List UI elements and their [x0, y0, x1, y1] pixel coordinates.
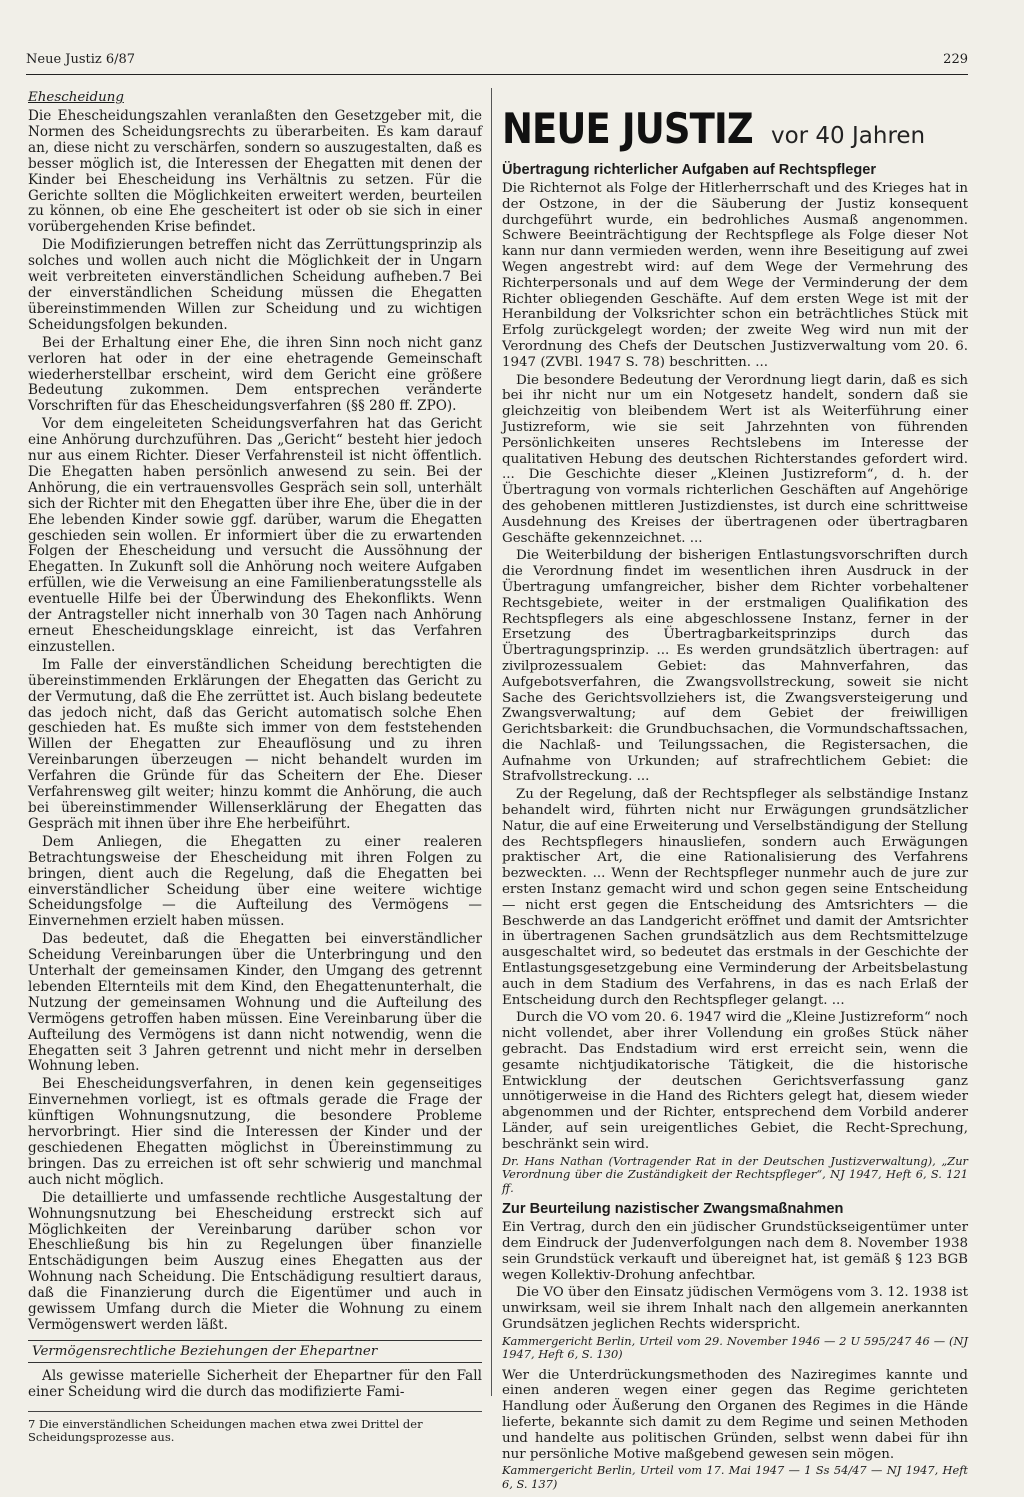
masthead-logo: NEUE JUSTIZ	[502, 104, 753, 153]
journal-issue: Neue Justiz 6/87	[26, 52, 136, 67]
paragraph: Die Ehescheidungszahlen veranlaßten den Gesetzgeber mit, die Normen des Scheidungsrechts zu überarbeiten. Es kam darauf an, diese nicht zu verschärfen, sondern so auszugestalten, daß es besser möglich ist, die Interessen der Ehegatten mit denen der Kinder bei Ehescheidung ins Verhältnis zu setzen. Für die Gerichte sollten die Möglichkeiten erweitert werden, beurteilen zu können, ob eine Ehe gescheitert ist oder ob sie sich in einer vorübergehenden Krise befindet.	[28, 108, 482, 236]
paragraph: Im Falle der einverständlichen Scheidung berechtigten die übereinstimmenden Erklärungen der Ehegatten das Gericht zu der Vermutung, daß die Ehe zerrüttet ist. Auch bislang bedeutete das jedoch nicht, daß das Gericht automatisch solche Ehen geschieden hat. Es mußte sich immer von dem feststehenden Willen der Ehegatten zur Eheauflösung und zu ihren Vereinbarungen überzeugen — nicht behandelt wurden im Verfahren die Gründe für das Scheitern der Ehe. Dieser Verfahrensweg gilt weiter; hinzu kommt die Anhörung, die auch bei übereinstimmender Willenserklärung der Ehegatten das Gespräch mit ihnen über ihre Ehe herbeiführt.	[28, 656, 482, 832]
paragraph: Die besondere Bedeutung der Verordnung liegt darin, daß es sich bei ihr nicht nur um ein Notgesetz handelt, sondern daß sie gleichzeitig von bleibendem Wert ist als Weiterführung einer Justizreform, wie sie seit Jahrzehnten von führenden Persönlichkeiten unseres Rechtslebens im Interesse der qualitativen Hebung des deutschen Richterstandes gefordert wird. ... Die Geschichte dieser „Kleinen Justizreform“, d. h. der Übertragung von vormals richterlichen Geschäften auf Angehörige des gehobenen mittleren Justizdienstes, ist durch eine schrittweise Ausdehnung des Kreises der übertragenen oder übertragbaren Geschäfte gekennzeichnet. ...	[502, 372, 968, 546]
paragraph: Die VO über den Einsatz jüdischen Vermögens vom 3. 12. 1938 ist unwirksam, weil sie ihrem Inhalt nach den allgemein anerkannten Grundsätzen jeglichen Rechts widerspricht.	[502, 1285, 968, 1332]
paragraph: Das bedeutet, daß die Ehegatten bei einverständlicher Scheidung Vereinbarungen über die Unterbringung und den Unterhalt der gemeinsamen Kinder, den Umgang des getrennt lebenden Elternteils mit dem Kind, den Ehegattenunterhalt, die Nutzung der gemeinsamen Wohnung und die Aufteilung des Vermögens getroffen haben müssen. Eine Vereinbarung über die Aufteilung des Vermögens ist dann nicht notwendig, wenn die Ehegatten seit 3 Jahren getrennt und nicht mehr in derselben Wohnung leben.	[28, 931, 482, 1075]
paragraph: Die Richternot als Folge der Hitlerherrschaft und des Krieges hat in der Ostzone, in der die Säuberung der Justiz konsequent durchgeführt wurde, ein bedrohliches Ausmaß angenommen. Schwere Beeinträchtigung der Rechtspflege als Folge dieser Not kann nur dann vermieden werden, wenn ihre Beseitigung auf zwei Wegen angestrebt wird: auf dem Wege der Vermehrung des Richterpersonals und auf dem Wege der Verminderung der dem Richter obliegenden Geschäfte. Auf dem ersten Wege ist mit der Heranbildung der Volksrichter schon ein beträchtliches Stück mit Erfolg zurückgelegt worden; der zweite Weg wird nun mit der Verordnung des Chefs der Deutschen Justizverwaltung vom 20. 6. 1947 (ZVBl. 1947 S. 78) beschritten. ...	[502, 181, 968, 370]
article-title: Zur Beurteilung nazistischer Zwangsmaßnahmen	[502, 1201, 844, 1218]
paragraph: Bei der Erhaltung einer Ehe, die ihren Sinn noch nicht ganz verloren hat oder in der eine ehetragende Gemeinschaft wiederherstellbar erscheint, wird dem Gericht eine größere Bedeutung zukommen. Dem entsprechen veränderte Vorschriften für das Ehescheidungsverfahren (§§ 280 ff. ZPO).	[28, 334, 482, 415]
paragraph: Vor dem eingeleiteten Scheidungsverfahren hat das Gericht eine Anhörung durchzuführen. Das „Gericht“ besteht hier jedoch nur aus einem Richter. Dieser Verfahrensteil ist nicht öffentlich. Die Ehegatten haben persönlich anwesend zu sein. Bei der Anhörung, die ein vertrauensvolles Gespräch sein soll, unterhält sich der Richter mit den Ehegatten über ihre Ehe, über die in der Ehe lebenden Kinder sowie ggf. darüber, warum die Ehegatten geschieden sein wollen. Er informiert über die zu erwartenden Folgen der Ehescheidung und versucht die Aussöhnung der Ehegatten. In Zukunft soll die Anhörung noch weitere Aufgaben erfüllen, wie die Verweisung an eine Familienberatungsstelle als eventuelle Hilfe bei der Überwindung des Ehekonflikts. Wenn der Antragsteller nicht innerhalb von 30 Tagen nach Anhörung erneut Ehescheidungsklage einreicht, ist das Verfahren einzustellen.	[28, 416, 482, 655]
left-column	[28, 88, 482, 1445]
paragraph: Durch die VO vom 20. 6. 1947 wird die „Kleine Justizreform“ noch nicht vollendet, aber ihrer Vollendung ein großes Stück näher gebracht. Das Endstadium wird erst erreicht sein, wenn die gesamte nichtjudikatorische Tätigkeit, die die historische Entwicklung der deutschen Gerichtsverfassung ganz unnötigerweise in die Hand des Richters gelegt hat, diesem wieder abgenommen und der Richter, entsprechend dem Vorbild anderer Länder, auf sein ureigentliches Gebiet, die Recht-Sprechung, beschränkt sein wird.	[502, 1010, 968, 1152]
running-header	[26, 52, 968, 75]
paragraph: Die Weiterbildung der bisherigen Entlastungsvorschriften durch die Verordnung findet im wesentlichen ihren Ausdruck in der Übertragung umfangreicher, bisher dem Richter vorbehaltener Rechtsgebiete, weiter in der erstmaligen Qualifikation des Rechtspflegers als eine abgeschlossene Instanz, ferner in der Ersetzung des Übertragbarkeitsprinzips durch das Übertragungsprinzip. ... Es werden grundsätzlich übertragen: auf zivilprozessualem Gebiet: das Mahnverfahren, das Aufgebotsverfahren, die Zwangsvollstreckung, soweit sie nicht Sache des Gerichtsvollziehers ist, die Zwangsversteigerung und Zwangsverwaltung; auf dem Gebiet der freiwilligen Gerichtsbarkeit: die Grundbuchsachen, die Vormundschaftssachen, die Nachlaß- und Teilungssachen, die Registersachen, die Aufnahme von Urkunden; auf strafrechtlichem Gebiet: die Strafvollstreckung. ...	[502, 548, 968, 785]
section-title-vermoegen: Vermögensrechtliche Beziehungen der Ehepartner	[28, 1340, 482, 1363]
page-number: 229	[943, 52, 968, 67]
paragraph: Dem Anliegen, die Ehegatten zu einer realeren Betrachtungsweise der Ehescheidung mit ihren Folgen zu bringen, dient auch die Regelung, daß die Ehegatten bei einverständlicher Scheidung über eine weitere wichtige Scheidungsfolge — die Aufteilung des Vermögens — Einvernehmen erzielt haben müssen.	[28, 833, 482, 930]
paragraph: Als gewisse materielle Sicherheit der Ehepartner für den Fall einer Scheidung wird die durch das modifizierte Fami-	[28, 1367, 482, 1400]
right-column	[502, 88, 968, 1497]
paragraph: Wer die Unterdrückungsmethoden des Naziregimes kannte und einen anderen wegen einer gegen das Regime gerichteten Handlung oder Äußerung den Organen des Regimes in die Hände lieferte, bekannte sich damit zu dem Regime und seinen Methoden und handelte aus politischen Gründen, selbst wenn dabei für ihn nur persönliche Motive maßgebend gewesen sein mögen.	[502, 1367, 968, 1462]
paragraph: Zu der Regelung, daß der Rechtspfleger als selbständige Instanz behandelt wird, führten nicht nur Erwägungen grundsätzlicher Natur, die auf eine Erweiterung und Verselbständigung der Stellung des Rechtspflegers hinausliefen, sondern auch Erwägungen praktischer Art, die eine Rationalisierung des Verfahrens bezweckten. ... Wenn der Rechtspfleger nunmehr auch de jure zur ersten Instanz gemacht wird und schon gegen seine Entscheidung — nicht erst gegen die Entscheidung des Amtsrichters — die Beschwerde an das Landgericht eröffnet und damit der Amtsrichter in übertragenen Sachen grundsätzlich aus dem Rechtsmittelzuge ausgeschaltet wird, so bedeutet das erstmals in der Geschichte der Entlastungsgesetzgebung eine Verminderung der Arbeitsbelastung auch in dem Stadium des Verfahrens, in das es nach Erlaß der Entscheidung durch den Rechtspfleger gelangt. ...	[502, 787, 968, 1008]
footnote: 7 Die einverständlichen Scheidungen machen etwa zwei Drittel der Scheidungsprozesse aus.	[28, 1411, 482, 1445]
citation: Kammergericht Berlin, Urteil vom 29. November 1946 — 2 U 595/247 46 — (NJ 1947, Heft 6, S. 130)	[502, 1333, 968, 1362]
citation: Dr. Hans Nathan (Vortragender Rat in der Deutschen Justizverwaltung), „Zur Verordnung über die Zuständigkeit der Rechtspfleger“, NJ 1947, Heft 6, S. 121 ff.	[502, 1153, 968, 1195]
masthead	[502, 90, 968, 152]
citation: Kammergericht Berlin, Urteil vom 17. Mai 1947 — 1 Ss 54/47 — NJ 1947, Heft 6, S. 137)	[502, 1463, 968, 1491]
column-divider	[491, 88, 492, 1396]
paragraph: Bei Ehescheidungsverfahren, in denen kein gegenseitiges Einvernehmen vorliegt, ist es oftmals gerade die Frage der künftigen Wohnungsnutzung, die besondere Probleme hervorbringt. Hier sind die Interessen der Kinder und der geschiedenen Ehegatten möglichst in Übereinstimmung zu bringen. Das zu erreichen ist oft sehr schwierig und manchmal auch nicht möglich.	[28, 1076, 482, 1188]
article-title: Übertragung richterlicher Aufgaben auf Rechtspfleger	[502, 162, 877, 178]
paragraph: Die Modifizierungen betreffen nicht das Zerrüttungsprinzip als solches und wollen auch nicht die Möglichkeit der in Ungarn weit verbreiteten einverständlichen Scheidung aufheben.7 Bei der einverständlichen Scheidung müssen die Ehegatten übereinstimmenden Willen zur Scheidung und zu wichtigen Scheidungsfolgen bekunden.	[28, 237, 482, 333]
paragraph: Ein Vertrag, durch den ein jüdischer Grundstückseigentümer unter dem Eindruck der Judenverfolgungen nach dem 8. November 1938 sein Grundstück verkauft und übereignet hat, ist gemäß § 123 BGB wegen Kollektiv-Drohung anfechtbar.	[502, 1220, 968, 1283]
section-title-ehescheidung: Ehescheidung	[28, 90, 124, 105]
paragraph: Die detaillierte und umfassende rechtliche Ausgestaltung der Wohnungsnutzung bei Ehescheidung erstreckt sich auf Möglichkeiten der Vereinbarung darüber schon vor Eheschließung bis hin zu Regelungen über finanzielle Entschädigungen beim Auszug eines Ehegatten aus der Wohnung nach Scheidung. Die Entschädigung resultiert daraus, daß die Finanzierung durch die Eigentümer und auch in gewissem Umfang durch die Mieter die Wohnung zu einem Vermögenswert werden läßt.	[28, 1189, 482, 1333]
masthead-subtitle: vor 40 Jahren	[770, 123, 926, 149]
